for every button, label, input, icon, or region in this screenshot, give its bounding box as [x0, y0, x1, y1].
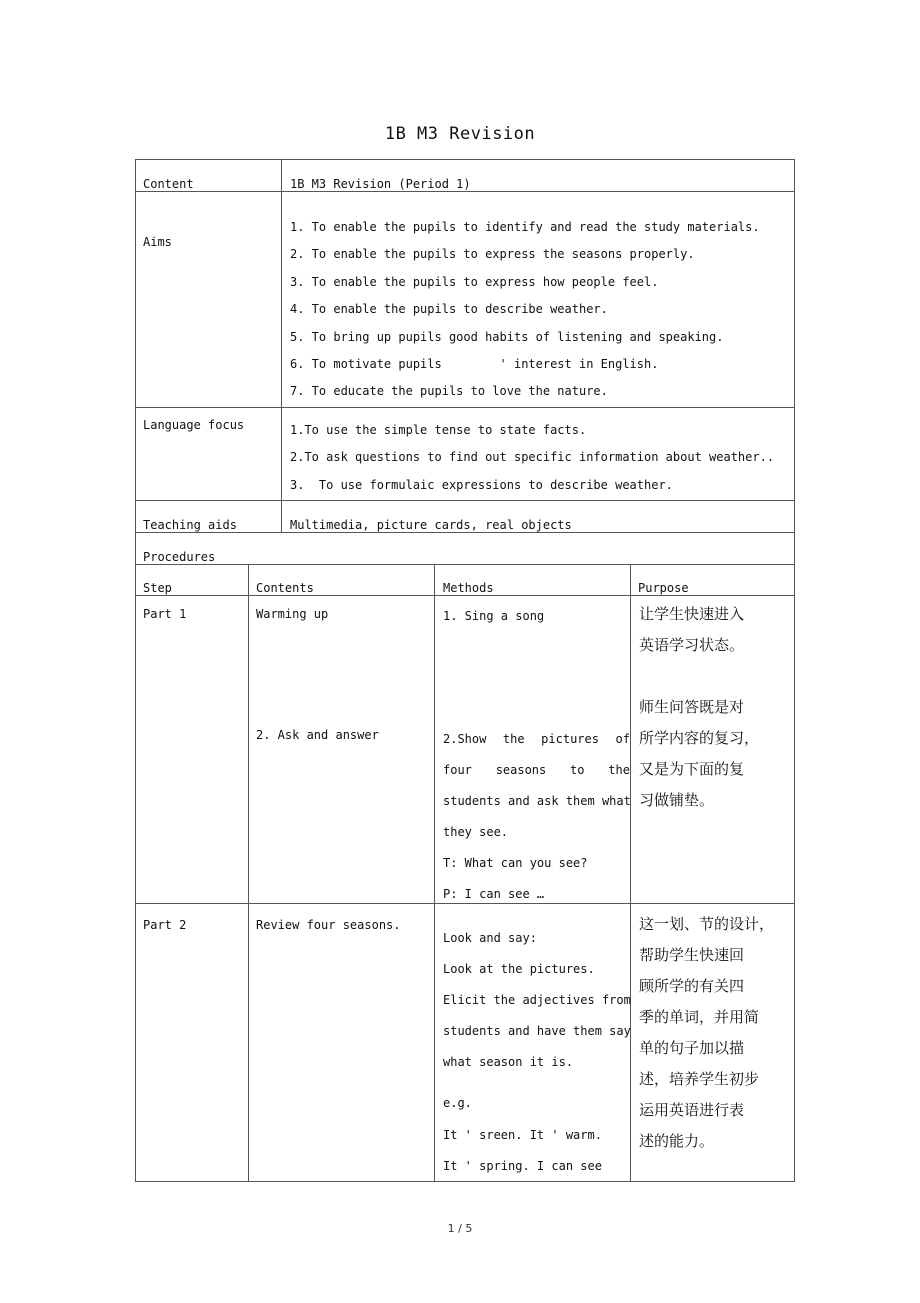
part2-step: Part 2 — [143, 918, 187, 932]
part1-content: Warming up — [256, 607, 329, 621]
part2-purpose-line: 述的能力。 — [639, 1132, 715, 1150]
part1-method-line: they see. — [443, 825, 509, 839]
part2-method-line: It ' spring. I can see — [443, 1159, 602, 1173]
header-methods: Methods — [443, 581, 494, 595]
header-contents: Contents — [256, 581, 314, 595]
language-focus-item: 2.To ask questions to find out specific information about weather.. — [290, 450, 775, 464]
page-number: 1 / 5 — [447, 1222, 473, 1235]
part1-content: 2. Ask and answer — [256, 728, 379, 742]
aims-item: 3. To enable the pupils to express how people feel. — [290, 275, 659, 289]
part1-purpose-line: 英语学习状态。 — [639, 636, 745, 654]
teaching-aids-value: Multimedia, picture cards, real objects — [290, 518, 572, 532]
aims-item: 2. To enable the pupils to express the seasons properly. — [290, 247, 695, 261]
content-label: Content — [143, 177, 194, 191]
part2-purpose-line: 这一划、节的设计， — [639, 915, 775, 933]
aims-item: 6. To motivate pupils ' interest in English. — [290, 357, 659, 371]
part2-method-line: Elicit the adjectives from — [443, 993, 631, 1007]
part1-method-line: students and ask them what — [443, 794, 631, 808]
part1-method-line: P: I can see … — [443, 887, 545, 901]
part1-purpose-line: 师生问答既是对 — [639, 698, 745, 716]
aims-item: 1. To enable the pupils to identify and read the study materials. — [290, 220, 760, 234]
aims-item: 5. To bring up pupils good habits of listening and speaking. — [290, 330, 724, 344]
part2-method-line: what season it is. — [443, 1055, 574, 1069]
language-focus-item: 1.To use the simple tense to state facts. — [290, 423, 587, 437]
part1-purpose-line: 所学内容的复习， — [639, 729, 760, 747]
part1-step: Part 1 — [143, 607, 187, 621]
page-title: 1B M3 Revision — [384, 124, 536, 144]
part1-method: 1. Sing a song — [443, 609, 545, 623]
teaching-aids-label: Teaching aids — [143, 518, 237, 532]
part2-method-line: Look and say: — [443, 931, 537, 945]
part2-content: Review four seasons. — [256, 918, 401, 932]
part1-method-line: T: What can you see? — [443, 856, 588, 870]
part2-method-line: e.g. — [443, 1096, 472, 1110]
part2-purpose-line: 运用英语进行表 — [639, 1101, 745, 1119]
part2-method-line: Look at the pictures. — [443, 962, 595, 976]
part1-purpose-line: 习做铺垫。 — [639, 791, 715, 809]
part1-purpose-line: 又是为下面的复 — [639, 760, 745, 778]
content-value: 1B M3 Revision (Period 1) — [290, 177, 471, 191]
aims-item: 4. To enable the pupils to describe weather. — [290, 302, 608, 316]
language-focus-label: Language focus — [143, 418, 245, 432]
aims-label: Aims — [143, 235, 172, 249]
part2-purpose-line: 单的句子加以描 — [639, 1039, 745, 1057]
part2-purpose-line: 顾所学的有关四 — [639, 977, 745, 995]
procedures-label: Procedures — [143, 550, 216, 564]
part2-method-line: students and have them say — [443, 1024, 631, 1038]
header-purpose: Purpose — [638, 581, 689, 595]
part1-purpose-line: 让学生快速进入 — [639, 605, 745, 623]
part1-method-line: 2.Show the pictures of — [443, 732, 630, 746]
part2-purpose-line: 帮助学生快速回 — [639, 946, 745, 964]
lesson-plan-table — [135, 159, 795, 1182]
part1-method-line: four seasons to the — [443, 763, 630, 777]
part2-purpose-line: 季的单词，并用简 — [639, 1008, 760, 1026]
language-focus-item: 3. To use formulaic expressions to describe weather. — [290, 478, 673, 492]
aims-item: 7. To educate the pupils to love the nature. — [290, 384, 608, 398]
part2-method-line: It ' sreen. It ' warm. — [443, 1128, 602, 1142]
header-step: Step — [143, 581, 172, 595]
part2-purpose-line: 述，培养学生初步 — [639, 1070, 760, 1088]
